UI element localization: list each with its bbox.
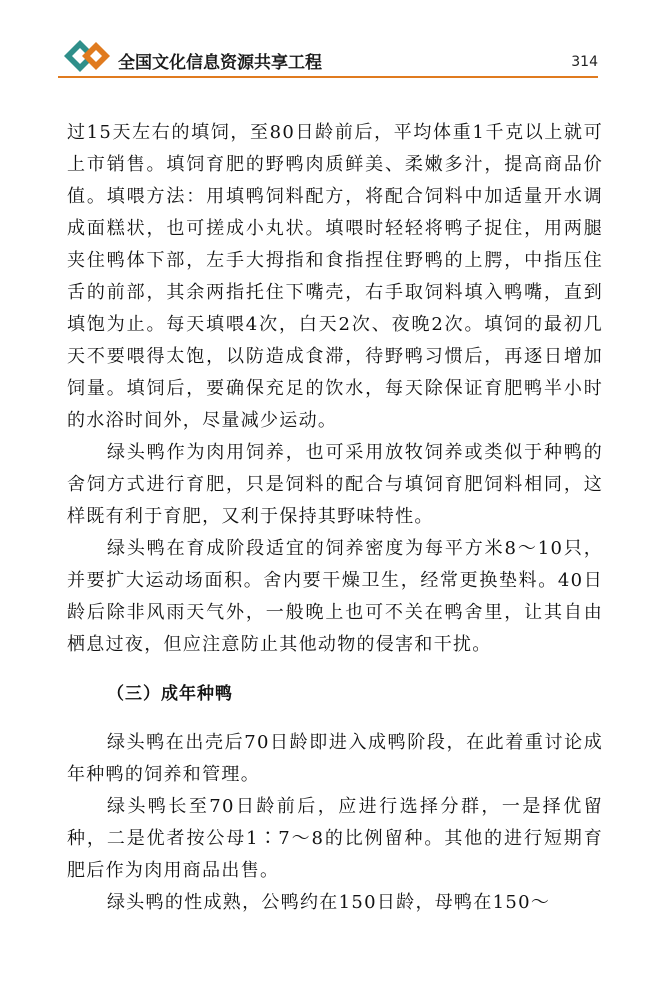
page-body — [67, 117, 603, 919]
section-heading: （三）成年种鸭 — [107, 684, 233, 704]
page-header — [60, 36, 600, 78]
body-paragraph: 绿头鸭作为肉用饲养，也可采用放牧饲养或类似于种鸭的舍饲方式进行育肥，只是饲料的配合与填饲育肥饲料相同，这样既有利于育肥，又利于保持其野味特性。 — [67, 442, 603, 527]
body-paragraph: 绿头鸭长至70日龄前后，应进行选择分群，一是择优留种，二是优者按公母1∶7～8的比例留种。其他的进行短期育肥后作为肉用商品出售。 — [67, 796, 603, 881]
project-logo-icon — [60, 36, 116, 76]
header-title: 全国文化信息资源共享工程 — [118, 53, 322, 73]
page-number: 314 — [571, 54, 598, 70]
body-paragraph: 过15天左右的填饲，至80日龄前后，平均体重1千克以上就可上市销售。填饲育肥的野鸭肉质鲜美、柔嫩多汁，提高商品价值。填喂方法：用填鸭饲料配方，将配合饲料中加适量开水调成面糕状，也可搓成小丸状。填喂时轻轻将鸭子捉住，用两腿夹住鸭体下部，左手大拇指和食指捏住野鸭的上腭，中指压住舌的前部，其余两指托住下嘴壳，右手取饲料填入鸭嘴，直到填饱为止。每天填喂4次，白天2次、夜晚2次。填饲的最初几天不要喂得太饱，以防造成食滞，待野鸭习惯后，再逐日增加饲量。填饲后，要确保充足的饮水，每天除保证育肥鸭半小时的水浴时间外，尽量减少运动。 — [67, 122, 603, 431]
body-paragraph: 绿头鸭的性成熟，公鸭约在150日龄，母鸭在150～ — [107, 892, 551, 913]
body-paragraph: 绿头鸭在育成阶段适宜的饲养密度为每平方米8～10只，并要扩大运动场面积。舍内要干燥卫生，经常更换垫料。40日龄后除非风雨天气外，一般晚上也可不关在鸭舍里，让其自由栖息过夜，但应注意防止其他动物的侵害和干扰。 — [67, 538, 603, 655]
header-divider — [58, 76, 598, 78]
body-paragraph: 绿头鸭在出壳后70日龄即进入成鸭阶段，在此着重讨论成年种鸭的饲养和管理。 — [67, 732, 603, 785]
